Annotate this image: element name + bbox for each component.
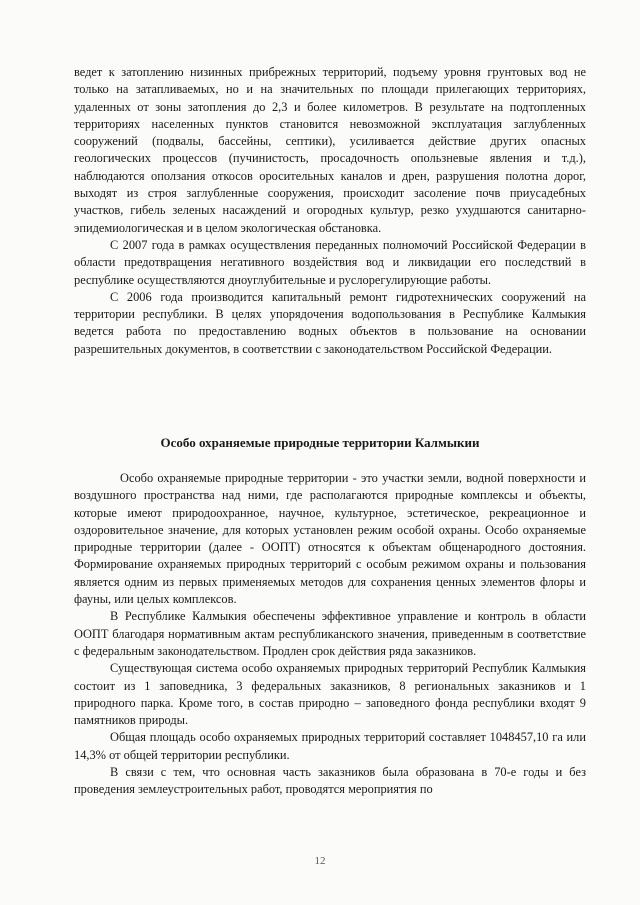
page-number: 12: [314, 855, 326, 867]
section-text: [74, 470, 586, 799]
paragraph: Существующая система особо охраняемых природных территорий Республик Калмыкия состоит из 1 заповедника, 3 федеральных заказников, 8 региональных заказников и 1 природного парка. Кроме того, в состав природно – заповедного фонда республики входят 9 памятников природы.: [74, 661, 586, 728]
paragraph: С 2006 года производится капитальный ремонт гидротехнических сооружений на территории республики. В целях упорядочения водопользования в Республике Калмыкия ведется работа по предоставлению водных объектов в пользование на основании разрешительных документов, в соответствии с законодательством Российской Федерации.: [74, 289, 586, 356]
paragraph: В связи с тем, что основная часть заказников была образована в 70-е годы и без проведения землеустроительных работ, проводятся мероприятия по: [74, 765, 586, 797]
paragraph: Особо охраняемые природные территории - это участки земли, водной поверхности и воздушного пространства над ними, где располагаются природные комплексы и объекты, которые имеют природоохранное, научное, культурное, эстетическое, рекреационное и оздоровительное значение, для которых установлен режим особой охраны. Особо охраняемые природные территории (далее - ООПТ) относятся к объектам общенародного достояния. Формирование охраняемых природных территорий с особым режимом охраны и пользования является одним из первых применяемых методов для сохранения ценных элементов флоры и фауны, или целых комплексов.: [74, 471, 586, 607]
paragraph: ведет к затоплению низинных прибрежных территорий, подъему уровня грунтовых вод не только на затапливаемых, но и на значительных по площади прилегающих территориях, удаленных от зоны затопления до 2,3 и более километров. В результате на подтопленных территориях населенных пунктов становится невозможной эксплуатация заглубленных сооружений (подвалы, бассейны, септики), усиливается действие других опасных геологических процессов (пучинистость, просадочность опользневые явления и т.д.), наблюдаются оползания откосов оросительных каналов и дрен, разрушения полотна дорог, выходят из строя заглубленные сооружения, происходит засоление почв приусадебных участков, гибель зеленых насаждений и огородных культур, резко ухудшаются санитарно-эпидемиологическая и в целом экологическая обстановка.: [74, 65, 586, 235]
paragraph: Общая площадь особо охраняемых природных территорий составляет 1048457,10 га или 14,3% от общей территории республики.: [74, 730, 586, 762]
intro-text: [74, 64, 586, 358]
paragraph: С 2007 года в рамках осуществления переданных полномочий Российской Федерации в области предотвращения негативного воздействия вод и ликвидации его последствий в республике осуществляются дноуглубительные и руслорегулирующие работы.: [74, 237, 586, 287]
section-heading: Особо охраняемые природные территории Калмыкии: [160, 435, 480, 450]
paragraph: В Республике Калмыкия обеспечены эффективное управление и контроль в области ООПТ благодаря нормативным актам республиканского значения, приведенным в соответствие с федеральным законодательством. Продлен срок действия ряда заказников.: [74, 609, 586, 658]
